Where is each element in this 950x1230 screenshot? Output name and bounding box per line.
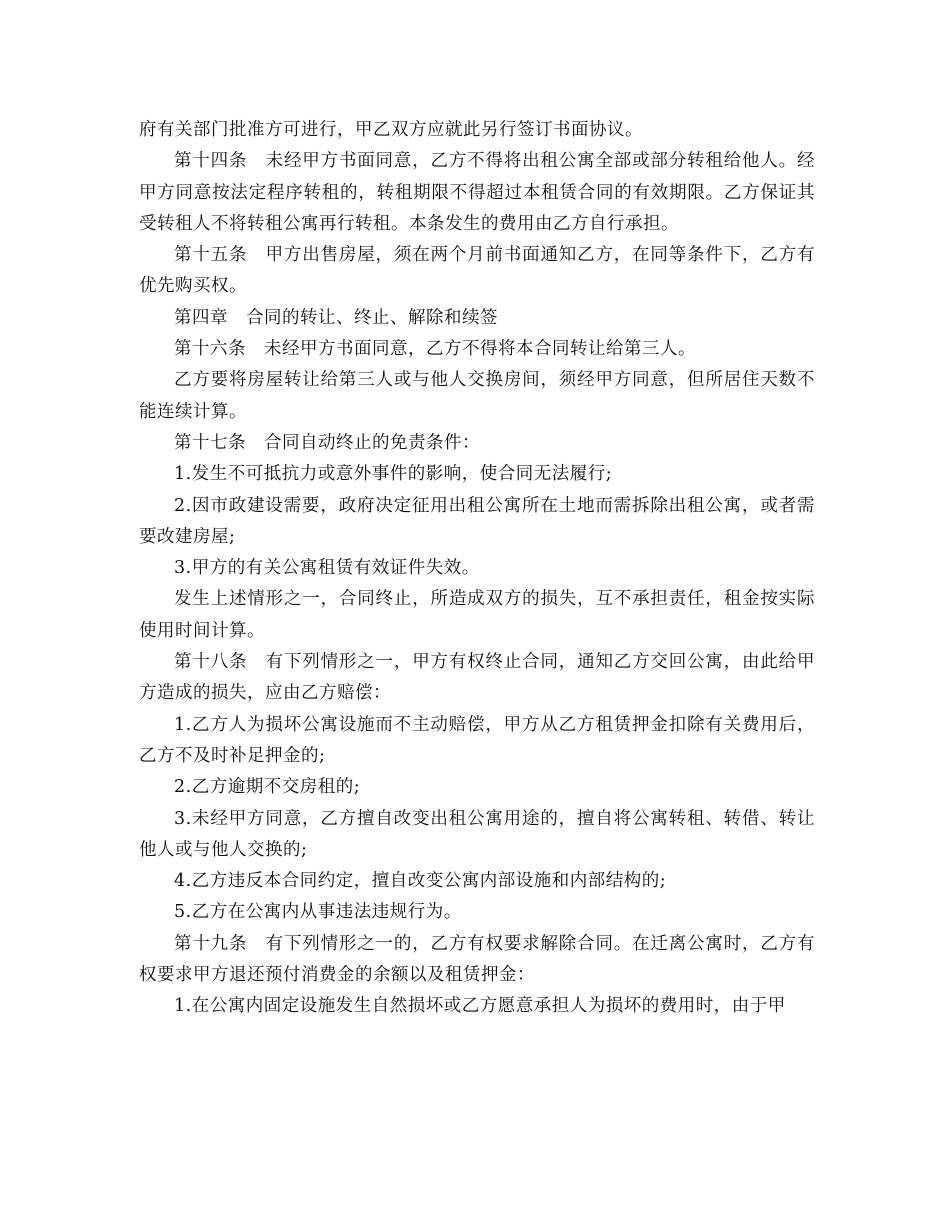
list-item-18-4: 4.乙方违反本合同约定，擅自改变公寓内部设施和内部结构的; — [174, 871, 667, 892]
list-item-18-5: 5.乙方在公寓内从事违法违规行为。 — [174, 902, 462, 923]
paragraph-article-17-consequence: 发生上述情形之一，合同终止，所造成双方的损失，互不承担责任，租金按实际使用时间计算。 — [139, 589, 815, 641]
paragraph-article-14: 第十四条 未经甲方书面同意，乙方不得将出租公寓全部或部分转租给他人。经甲方同意按法定程序转租的，转租期限不得超过本租赁合同的有效期限。乙方保证其受转租人不将转租公寓再行转租。本条发生的费用由乙方自行承担。 — [139, 151, 815, 234]
list-item-18-2: 2.乙方逾期不交房租的; — [174, 777, 361, 798]
paragraph-article-18: 第十八条 有下列情形之一，甲方有权终止合同，通知乙方交回公寓，由此给甲方造成的损失，应由乙方赔偿： — [139, 652, 815, 704]
paragraph-continuation: 府有关部门批准方可进行，甲乙双方应就此另行签订书面协议。 — [139, 120, 643, 140]
list-item-17-3: 3.甲方的有关公寓租赁有效证件失效。 — [174, 558, 480, 579]
paragraph-article-19: 第十九条 有下列情形之一的，乙方有权要求解除合同。在迁离公寓时，乙方有权要求甲方退还预付消费金的余额以及租赁押金： — [139, 933, 815, 986]
list-item-19-1: 1.在公寓内固定设施发生自然损坏或乙方愿意承担人为损坏的费用时，由于甲 — [174, 996, 786, 1017]
list-item-17-1: 1.发生不可抵抗力或意外事件的影响，使合同无法履行; — [174, 464, 613, 485]
paragraph-article-15: 第十五条 甲方出售房屋，须在两个月前书面通知乙方，在同等条件下，乙方有优先购买权。 — [139, 245, 815, 297]
list-item-17-2: 2.因市政建设需要，政府决定征用出租公寓所在土地而需拆除出租公寓，或者需要改建房屋; — [139, 495, 815, 547]
chapter-4-heading: 第四章 合同的转让、终止、解除和续签 — [174, 307, 498, 328]
paragraph-article-17: 第十七条 合同自动终止的免责条件： — [174, 432, 480, 453]
paragraph-article-16-detail: 乙方要将房屋转让给第三人或与他人交换房间，须经甲方同意，但所居住天数不能连续计算。 — [139, 370, 815, 422]
paragraph-article-16: 第十六条 未经甲方书面同意，乙方不得将本合同转让给第三人。 — [174, 339, 696, 360]
list-item-18-3: 3.未经甲方同意，乙方擅自改变出租公寓用途的，擅自将公寓转租、转借、转让他人或与他人交换的; — [139, 808, 815, 860]
document-body — [139, 115, 815, 1023]
list-item-18-1: 1.乙方人为损坏公寓设施而不主动赔偿，甲方从乙方租赁押金扣除有关费用后，乙方不及时补足押金的; — [139, 714, 815, 766]
